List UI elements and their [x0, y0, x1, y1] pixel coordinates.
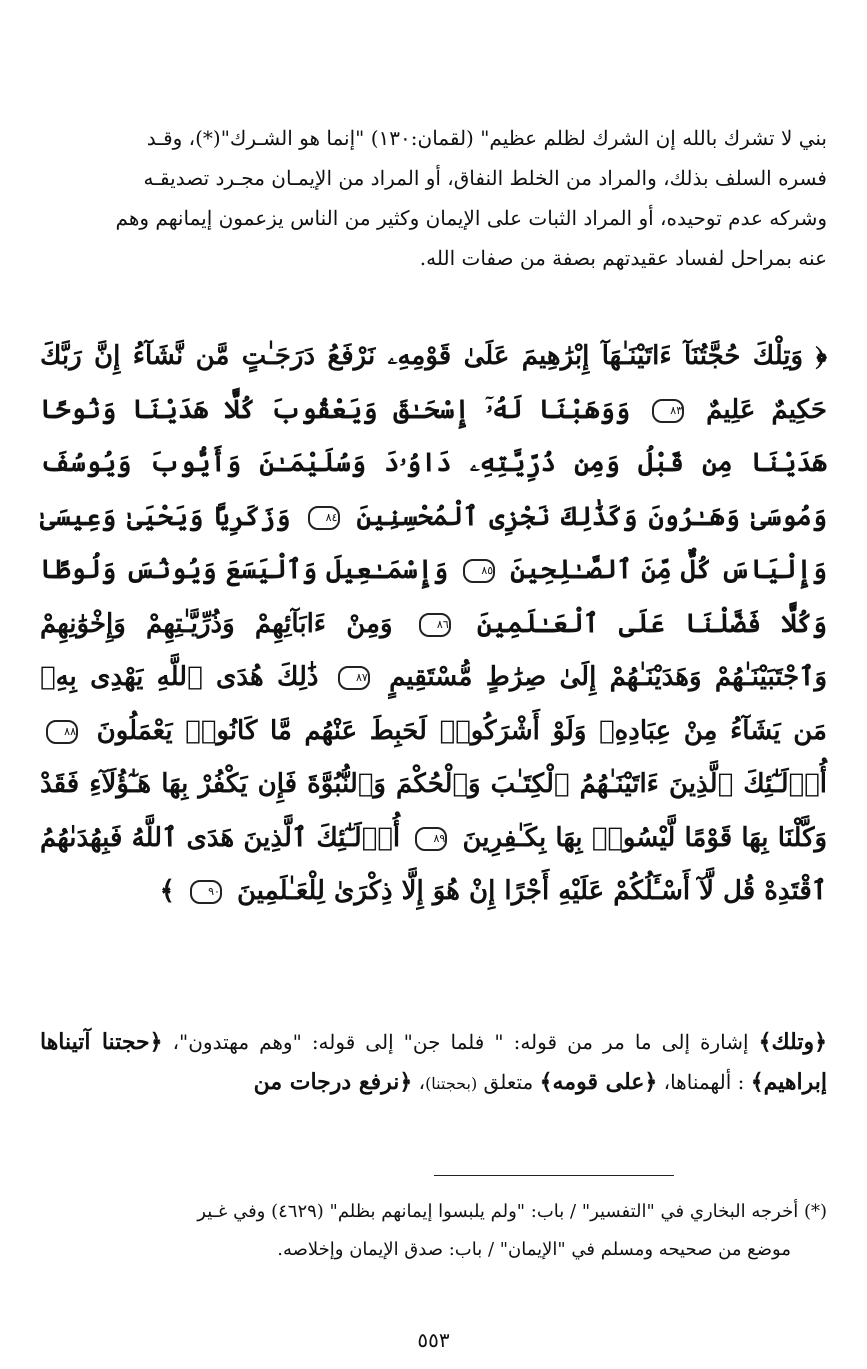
- verse-text: وَمِنْ ءَابَآئِهِمْ وَذُرِّيَّـٰتِهِمْ وَإِخْوَٰنِهِمْ وَٱجْتَبَيْنَـٰهُمْ وَهَدَيْنَـٰهُمْ إِلَىٰ صِرَٰطٍ مُّسْتَقِيمٍ: [40, 608, 827, 692]
- term-bracket-open: ﴿: [149, 1029, 163, 1055]
- footnote-text: أخرجه البخاري في "التفسير" / باب: "ولم يلبسوا إيمانهم بظلم" (٤٦٢٩) وفي غـير: [197, 1201, 804, 1222]
- term-bracket-close: ﴾: [758, 1029, 772, 1055]
- ayah-number-marker: ٨٦: [419, 613, 451, 637]
- term-bracket-close: ﴾: [539, 1069, 553, 1095]
- verse-text: أُو۟لَـٰٓئِكَ ٱلَّذِينَ هَدَى ٱللَّهُ فَبِهُدَىٰهُمُ ٱقْتَدِهْ قُل لَّآ أَسْـَٔلُكُمْ عَلَيْهِ أَجْرًا إِنْ هُوَ إِلَّا ذِكْرَىٰ لِلْعَـٰلَمِينَ: [40, 822, 827, 906]
- verse-text: وَزَكَرِيَّا وَيَحْيَىٰ وَعِيسَىٰ وَإِلْيَاسَ كُلٌّ مِّنَ ٱلصَّـٰلِحِينَ: [40, 501, 827, 585]
- ayah-number-marker: ٩٠: [190, 880, 222, 904]
- footnote-divider: [434, 1175, 674, 1176]
- ayah-number-marker: ٨٧: [338, 666, 370, 690]
- ayah-number-marker: ٨٣: [652, 399, 684, 423]
- highlighted-term: على قومه: [552, 1069, 645, 1095]
- explanation-segment: (بحجتنا): [425, 1074, 478, 1093]
- tafsir-line: وشركه عدم توحيده، أو المراد الثبات على الإيمان وكثير من الناس يزعمون إيمانهم وهم: [115, 206, 827, 230]
- verse-text: وَتِلْكَ حُجَّتُنَآ ءَاتَيْنَـٰهَآ إِبْرَٰهِيمَ عَلَىٰ قَوْمِهِۦ نَرْفَعُ دَرَجَـٰتٍ مَّن نَّشَآءُ إِنَّ رَبَّكَ حَكِيمٌ عَلِيمٌ: [40, 341, 827, 425]
- footnote: [40, 1193, 827, 1269]
- term-bracket-open: ﴿: [814, 1029, 827, 1055]
- footnote-line: [40, 1193, 827, 1231]
- explanation-segment: : ألهمناها،: [657, 1070, 751, 1094]
- explanation-segment: ،: [412, 1070, 426, 1094]
- highlighted-term: نرفع درجات من: [253, 1069, 400, 1095]
- ayah-number-marker: ٨٩: [415, 827, 447, 851]
- quran-passage: [40, 330, 827, 919]
- ayah-number-marker: ٨٥: [463, 559, 495, 583]
- footnote-line: موضع من صحيحه ومسلم في "الإيمان" / باب: صدق الإيمان وإخلاصه.: [277, 1239, 791, 1260]
- highlighted-term: حجتنا آتيناها إبراهيم: [40, 1029, 827, 1095]
- ayah-number-marker: ٨٨: [46, 720, 78, 744]
- term-bracket-close: ﴾: [750, 1069, 764, 1095]
- tafsir-line: بني لا تشرك بالله إن الشرك لظلم عظيم" (لقمان:١٣٠) "إنما هو الشـرك"(*)، وقـد: [146, 126, 827, 150]
- tafsir-paragraph: [40, 118, 827, 278]
- ayah-number-marker: ٨٤: [308, 506, 340, 530]
- verse-text: أُو۟لَـٰٓئِكَ ٱلَّذِينَ ءَاتَيْنَـٰهُمُ ٱلْكِتَـٰبَ وَٱلْحُكْمَ وَٱلنُّبُوَّةَ فَإِن يَكْفُرْ بِهَا هَـٰٓؤُلَآءِ فَقَدْ وَكَّلْنَا بِهَا قَوْمًا لَّيْسُوا۟ بِهَا بِكَـٰفِرِينَ: [40, 769, 828, 853]
- ornate-bracket-close: ﴾: [159, 876, 175, 906]
- explanation-paragraph: [40, 1022, 827, 1104]
- explanation-segment: متعلق: [477, 1070, 540, 1094]
- page-number: ٥٥٣: [417, 1328, 450, 1352]
- explanation-segment: إشارة إلى ما مر من قوله: " فلما جن" إلى قوله: "وهم مهتدون"،: [162, 1030, 759, 1054]
- term-bracket-open: ﴿: [399, 1069, 413, 1095]
- verse-text: وَإِسْمَـٰعِيلَ وَٱلْيَسَعَ وَيُونُسَ وَلُوطًا وَكُلًّا فَضَّلْنَا عَلَى ٱلْعَـٰلَمِينَ: [40, 555, 828, 639]
- tafsir-line: فسره السلف بذلك، والمراد من الخلط النفاق، أو المراد من الإيمـان مجـرد تصديقـه: [143, 166, 827, 190]
- term-bracket-open: ﴿: [644, 1069, 658, 1095]
- footnote-mark: (*): [803, 1201, 827, 1222]
- ornate-bracket-open: ﴿: [815, 341, 827, 371]
- verse-text: ذَٰلِكَ هُدَى ٱللَّهِ يَهْدِى بِهِۦ مَن يَشَآءُ مِنْ عِبَادِهِۦ وَلَوْ أَشْرَكُوا۟ لَحَبِطَ عَنْهُم مَّا كَانُوا۟ يَعْمَلُونَ: [40, 662, 827, 746]
- verse-text: وَوَهَبْنَا لَهُۥٓ إِسْحَـٰقَ وَيَعْقُوبَ كُلًّا هَدَيْنَا وَنُوحًا هَدَيْنَا مِن قَبْلُ وَمِن ذُرِّيَّتِهِۦ دَاوُۥدَ وَسُلَيْمَـٰنَ وَأَيُّوبَ وَيُوسُفَ وَمُوسَىٰ وَهَـٰرُونَ وَكَذَٰلِكَ نَجْزِى ٱلْمُحْسِنِينَ: [40, 394, 828, 532]
- tafsir-line: عنه بمراحل لفساد عقيدتهم بصفة من صفات الله.: [419, 246, 827, 270]
- highlighted-term: وتلك: [771, 1029, 815, 1055]
- quran-text: [40, 330, 827, 919]
- explanation-text: [40, 1022, 827, 1104]
